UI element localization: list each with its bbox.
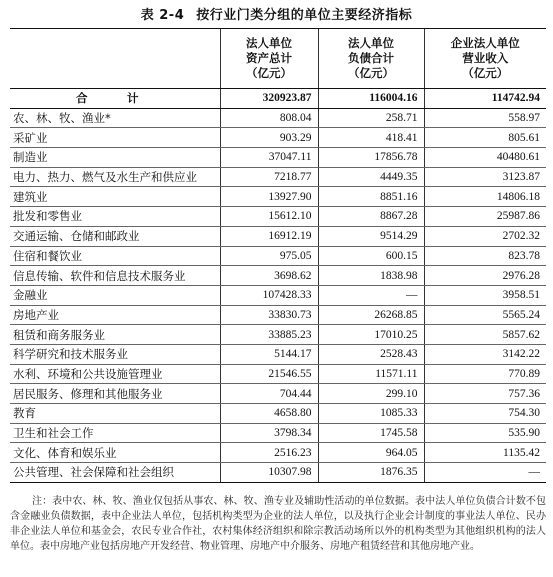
table-row: [10, 423, 546, 443]
industry-label: 房地产业: [10, 305, 220, 325]
revenue-value: 3958.51: [424, 285, 546, 305]
table-row: [10, 404, 546, 424]
assets-value: 704.44: [220, 384, 318, 404]
assets-value: 4658.80: [220, 404, 318, 424]
total-row: [10, 89, 546, 109]
table-note: 注：表中农、林、牧、渔业仅包括从事农、林、牧、渔专业及辅助性活动的单位数据。表中法人单位负债合计数不包含金融业负债数据，表中企业法人单位，包括机构类型为企业的法人单位，以及执行企业会计制度的事业法人单位、民办非企业法人单位和基金会，农民专业合作社，农村集体经济组织和除宗教活动场所以外的机构类型为其他组织机构的法人单位。表中房地产业包括房地产开发经营、物业管理、房地产中介服务、房地产租赁经营和其他房地产业。: [10, 496, 546, 552]
revenue-value: 5857.62: [424, 325, 546, 345]
liabilities-value: 17010.25: [318, 325, 424, 345]
liabilities-value: 418.41: [318, 128, 424, 148]
table-body: [10, 89, 546, 483]
total-liabilities: 116004.16: [318, 89, 424, 109]
assets-value: 37047.11: [220, 148, 318, 168]
revenue-value: 3123.87: [424, 167, 546, 187]
industry-label: 教育: [10, 404, 220, 424]
liabilities-value: 299.10: [318, 384, 424, 404]
industry-label: 批发和零售业: [10, 207, 220, 227]
revenue-value: 757.36: [424, 384, 546, 404]
liabilities-value: 17856.78: [318, 148, 424, 168]
assets-value: 808.04: [220, 108, 318, 128]
liabilities-value: 8851.16: [318, 187, 424, 207]
table-row: [10, 187, 546, 207]
liabilities-value: 1085.33: [318, 404, 424, 424]
table-row: [10, 266, 546, 286]
table-title: [0, 4, 553, 23]
total-revenue: 114742.94: [424, 89, 546, 109]
industry-label: 文化、体育和娱乐业: [10, 443, 220, 463]
assets-value: 3698.62: [220, 266, 318, 286]
assets-value: 7218.77: [220, 167, 318, 187]
liabilities-value: 26268.85: [318, 305, 424, 325]
industry-label: 建筑业: [10, 187, 220, 207]
industry-label: 水利、环境和公共设施管理业: [10, 364, 220, 384]
industry-label: 信息传输、软件和信息技术服务业: [10, 266, 220, 286]
liabilities-value: 9514.29: [318, 226, 424, 246]
assets-value: 33830.73: [220, 305, 318, 325]
table-row: [10, 325, 546, 345]
liabilities-value: 600.15: [318, 246, 424, 266]
revenue-value: 1135.42: [424, 443, 546, 463]
assets-value: 2516.23: [220, 443, 318, 463]
industry-label: 公共管理、社会保障和社会组织: [10, 463, 220, 483]
table-row: [10, 148, 546, 168]
assets-value: 21546.55: [220, 364, 318, 384]
table-row: [10, 463, 546, 483]
industry-label: 交通运输、仓储和邮政业: [10, 226, 220, 246]
revenue-value: 3142.22: [424, 344, 546, 364]
assets-value: 3798.34: [220, 423, 318, 443]
liabilities-value: 258.71: [318, 108, 424, 128]
revenue-value: 2702.32: [424, 226, 546, 246]
revenue-value: 14806.18: [424, 187, 546, 207]
industry-label: 制造业: [10, 148, 220, 168]
industry-label: 卫生和社会工作: [10, 423, 220, 443]
assets-value: 903.29: [220, 128, 318, 148]
liabilities-value: 4449.35: [318, 167, 424, 187]
revenue-value: 805.61: [424, 128, 546, 148]
table-row: [10, 128, 546, 148]
revenue-value: 770.89: [424, 364, 546, 384]
revenue-value: 823.78: [424, 246, 546, 266]
industry-label: 农、林、牧、渔业*: [10, 108, 220, 128]
total-label: 合 计: [10, 89, 220, 109]
table-number: 表 2-4: [140, 8, 185, 23]
assets-value: 10307.98: [220, 463, 318, 483]
assets-value: 13927.90: [220, 187, 318, 207]
liabilities-value: 8867.28: [318, 207, 424, 227]
industry-label: 电力、热力、燃气及水生产和供应业: [10, 167, 220, 187]
assets-value: 15612.10: [220, 207, 318, 227]
revenue-value: 754.30: [424, 404, 546, 424]
table-row: [10, 305, 546, 325]
industry-label: 住宿和餐饮业: [10, 246, 220, 266]
liabilities-value: 1876.35: [318, 463, 424, 483]
header-revenue: 企业法人单位 营业收入 （亿元）: [424, 29, 546, 89]
table-row: [10, 344, 546, 364]
table-row: [10, 207, 546, 227]
revenue-value: 5565.24: [424, 305, 546, 325]
table-row: [10, 246, 546, 266]
assets-value: 16912.19: [220, 226, 318, 246]
liabilities-value: 1745.58: [318, 423, 424, 443]
header-liabilities: 法人单位 负债合计 （亿元）: [318, 29, 424, 89]
economic-indicators-table: [10, 28, 546, 483]
assets-value: 107428.33: [220, 285, 318, 305]
table-row: [10, 364, 546, 384]
liabilities-value: —: [318, 285, 424, 305]
assets-value: 33885.23: [220, 325, 318, 345]
revenue-value: 558.97: [424, 108, 546, 128]
header-row: [10, 29, 546, 89]
assets-value: 975.05: [220, 246, 318, 266]
revenue-value: 25987.86: [424, 207, 546, 227]
liabilities-value: 2528.43: [318, 344, 424, 364]
liabilities-value: 1838.98: [318, 266, 424, 286]
liabilities-value: 11571.11: [318, 364, 424, 384]
table-row: [10, 226, 546, 246]
assets-value: 5144.17: [220, 344, 318, 364]
revenue-value: 2976.28: [424, 266, 546, 286]
table-row: [10, 108, 546, 128]
industry-label: 居民服务、修理和其他服务业: [10, 384, 220, 404]
industry-label: 采矿业: [10, 128, 220, 148]
industry-label: 租赁和商务服务业: [10, 325, 220, 345]
table-row: [10, 443, 546, 463]
revenue-value: 535.90: [424, 423, 546, 443]
industry-label: 金融业: [10, 285, 220, 305]
table-row: [10, 167, 546, 187]
total-assets: 320923.87: [220, 89, 318, 109]
header-assets: 法人单位 资产总计 （亿元）: [220, 29, 318, 89]
header-industry: [10, 29, 220, 89]
table-row: [10, 384, 546, 404]
table-title-text: 按行业门类分组的单位主要经济指标: [196, 8, 413, 23]
revenue-value: 40480.61: [424, 148, 546, 168]
industry-label: 科学研究和技术服务业: [10, 344, 220, 364]
table-row: [10, 285, 546, 305]
revenue-value: —: [424, 463, 546, 483]
liabilities-value: 964.05: [318, 443, 424, 463]
